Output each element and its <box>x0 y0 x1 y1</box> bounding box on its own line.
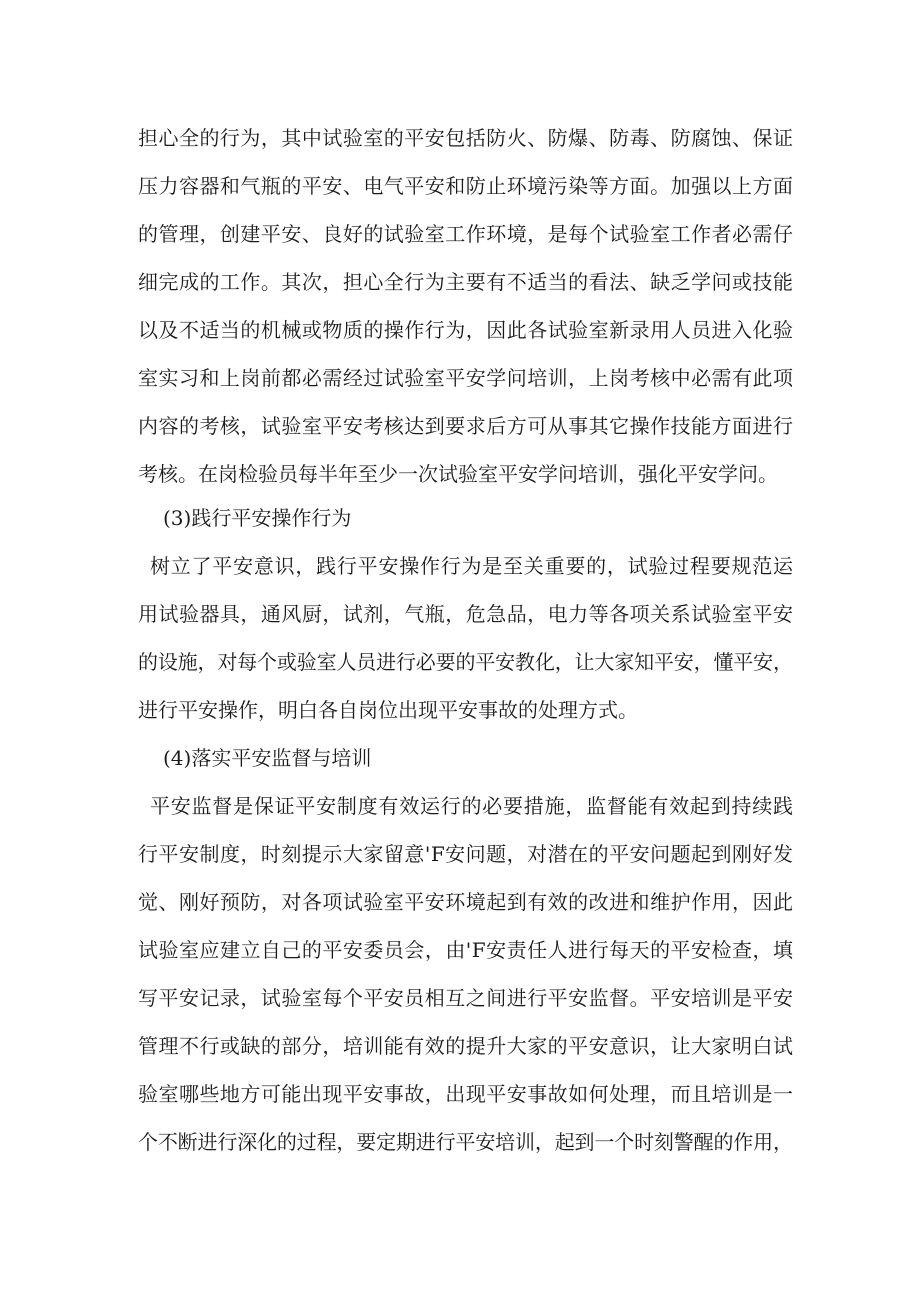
text-line: 行平安制度，时刻提示大家留意'F安问题，对潜在的平安问题起到刚好发 <box>138 842 794 866</box>
text-line: 管理不行或缺的部分，培训能有效的提升大家的平安意识，让大家明白试 <box>138 1034 794 1058</box>
section-heading: (3)践行平安操作行为 <box>163 506 352 530</box>
section-heading: (4)落实平安监督与培训 <box>163 746 372 770</box>
text-line: 担心全的行为，其中试验室的平安包括防火、防爆、防毒、防腐蚀、保证 <box>138 126 794 150</box>
text-line: 考核。在岗检验员每半年至少一次试验室平安学问培训，强化平安学问。 <box>138 462 778 486</box>
text-line: 验室哪些地方可能出现平安事故，出现平安事故如何处理，而且培训是一 <box>138 1082 794 1106</box>
text-line: 的管理，创建平安、良好的试验室工作环境，是每个试验室工作者必需仔 <box>138 222 794 246</box>
text-line: 写平安记录，试验室每个平安员相互之间进行平安监督。平安培训是平安 <box>138 986 794 1010</box>
text-line: 内容的考核，试验室平安考核达到要求后方可从事其它操作技能方面进行 <box>138 414 794 438</box>
text-line: 以及不适当的机械或物质的操作行为，因此各试验室新录用人员进入化验 <box>138 318 794 342</box>
text-line: 的设施，对每个或验室人员进行必要的平安教化，让大家知平安，懂平安， <box>138 650 793 674</box>
text-line: 压力容器和气瓶的平安、电气平安和防止环境污染等方面。加强以上方面 <box>138 174 794 198</box>
text-line: 室实习和上岗前都必需经过试验室平安学问培训，上岗考核中必需有此项 <box>138 366 794 390</box>
text-line: 进行平安操作，明白各自岗位出现平安事故的处理方式。 <box>138 698 638 722</box>
text-line: 个不断进行深化的过程，要定期进行平安培训，起到一个时刻警醒的作用， <box>138 1130 793 1154</box>
text-line: 细完成的工作。其次，担心全行为主要有不适当的看法、缺乏学问或技能 <box>138 270 794 294</box>
text-line: 试验室应建立自己的平安委员会，由'F安责任人进行每天的平安检查，填 <box>138 938 794 962</box>
text-line: 觉、刚好预防，对各项试验室平安环境起到有效的改进和维护作用，因此 <box>138 890 794 914</box>
text-line: 用试验器具，通风厨，试剂，气瓶，危急品，电力等各项关系试验室平安 <box>138 602 794 626</box>
text-line: 树立了平安意识，践行平安操作行为是至关重要的，试验过程要规范运 <box>150 554 794 578</box>
text-line: 平安监督是保证平安制度有效运行的必要措施，监督能有效起到持续践 <box>150 794 794 818</box>
